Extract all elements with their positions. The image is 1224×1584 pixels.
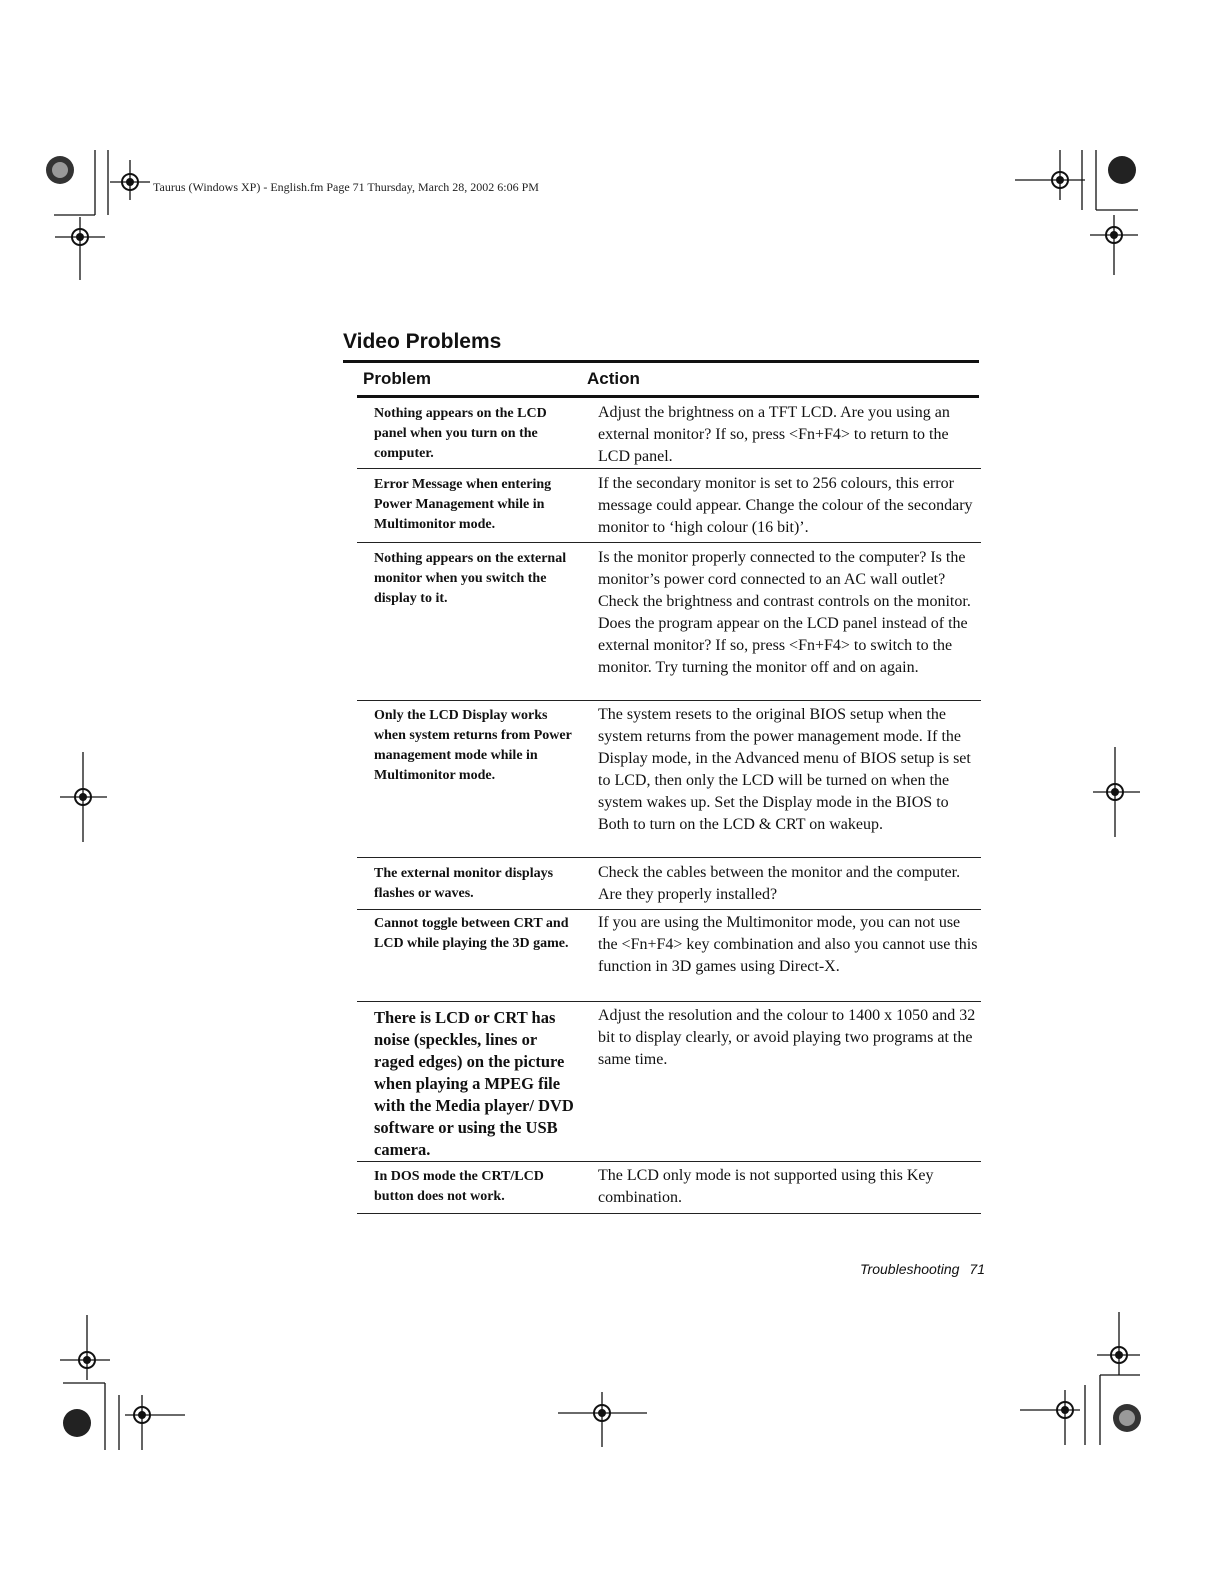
- row-action: If the secondary monitor is set to 256 colours, this error message could appear. Change the colour of the secondary monitor to ‘high colour (16 bit)’.: [598, 475, 973, 536]
- registration-mark-bottom-left: [55, 1310, 195, 1460]
- row-divider: [357, 700, 981, 701]
- title-rule: [343, 360, 979, 363]
- registration-mark-mid-right: [1090, 745, 1145, 840]
- row-problem: Only the LCD Display works when system returns from Power management mode while in Multimonitor mode.: [374, 708, 572, 783]
- registration-mark-bottom-center: [555, 1390, 650, 1450]
- registration-mark-top-right: [1010, 145, 1160, 285]
- row-problem: Cannot toggle between CRT and LCD while playing the 3D game.: [374, 916, 569, 951]
- row-divider: [357, 1161, 981, 1162]
- row-divider: [357, 909, 981, 910]
- row-action: Check the cables between the monitor and the computer. Are they properly installed?: [598, 864, 961, 903]
- row-problem: Error Message when entering Power Management while in Multimonitor mode.: [374, 477, 552, 532]
- header-rule: [357, 395, 979, 398]
- row-action: If you are using the Multimonitor mode, you can not use the <Fn+F4> key combination and also you cannot use this function in 3D games using Direct-X.: [598, 914, 978, 975]
- row-problem: Nothing appears on the LCD panel when you turn on the computer.: [374, 406, 547, 461]
- footer-section-name: Troubleshooting: [860, 1261, 960, 1277]
- row-divider: [357, 1001, 981, 1002]
- registration-mark-top-left: [40, 145, 180, 285]
- column-header-problem: Problem: [363, 369, 432, 388]
- row-action: The system resets to the original BIOS setup when the system returns from the power management mode. If the Display mode, in the Advanced menu of BIOS setup is set to LCD, then only the LCD will be turned on when the system wakes up. Set the Display mode in the BIOS to Both to turn on the LCD & CRT on wakeup.: [598, 706, 971, 833]
- row-problem: The external monitor displays flashes or waves.: [374, 866, 554, 901]
- row-action: The LCD only mode is not supported using this Key combination.: [598, 1167, 934, 1206]
- column-header-action: Action: [587, 369, 640, 388]
- row-divider: [357, 857, 981, 858]
- row-divider: [357, 542, 981, 543]
- row-problem: There is LCD or CRT has noise (speckles, lines or raged edges) on the picture when playing a MPEG file with the Media player/ DVD software or using the USB camera.: [374, 1008, 574, 1159]
- row-action: Adjust the brightness on a TFT LCD. Are you using an external monitor? If so, press <Fn+F4> to return to the LCD panel.: [598, 404, 950, 465]
- table-bottom-rule: [357, 1213, 981, 1214]
- page-footer: [700, 1261, 985, 1277]
- row-divider: [357, 468, 981, 469]
- row-problem: Nothing appears on the external monitor when you switch the display to it.: [374, 551, 567, 606]
- section-title: Video Problems: [343, 330, 502, 353]
- row-action: Adjust the resolution and the colour to 1400 x 1050 and 32 bit to display clearly, or avoid playing two programs at the same time.: [598, 1007, 976, 1068]
- registration-mark-mid-left: [55, 750, 110, 845]
- registration-mark-bottom-right: [1015, 1310, 1160, 1460]
- file-info-header: Taurus (Windows XP) - English.fm Page 71 Thursday, March 28, 2002 6:06 PM: [153, 180, 539, 194]
- row-problem: In DOS mode the CRT/LCD button does not work.: [374, 1169, 544, 1204]
- footer-page-number: 71: [969, 1261, 985, 1277]
- row-action: Is the monitor properly connected to the computer? Is the monitor’s power cord connected to an AC wall outlet? Check the brightness and contrast controls on the monitor. Does the program appear on the LCD panel instead of the external monitor? If so, press <Fn+F4> to switch to the monitor. Try turning the monitor off and on again.: [598, 549, 971, 676]
